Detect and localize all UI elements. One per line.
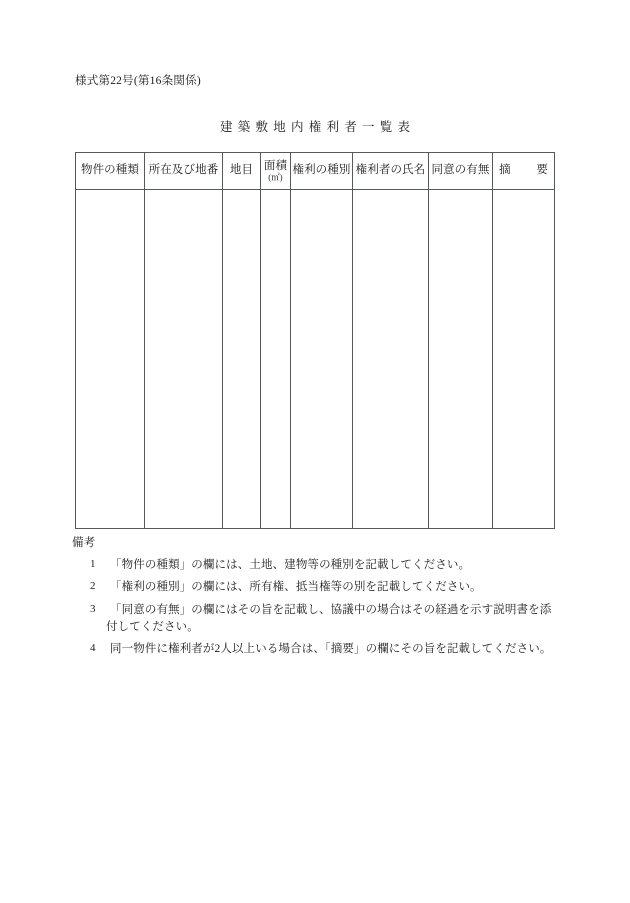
column-header-area: [261, 153, 291, 190]
column-header-label: 同意の有無: [431, 164, 490, 177]
cell-land-category[interactable]: [223, 190, 261, 529]
remarks-note-4: [72, 641, 592, 658]
column-header-unit: (㎡): [268, 171, 283, 182]
remarks-note-3: [72, 602, 592, 635]
column-header-right-holder-name: [353, 153, 429, 190]
cell-property-type[interactable]: [76, 190, 145, 529]
rights-holder-table: [75, 152, 555, 529]
remarks-heading: 備考: [72, 537, 96, 549]
remarks-note-2: [72, 579, 592, 596]
table-row: [76, 190, 555, 529]
cell-remarks[interactable]: [493, 190, 555, 529]
column-header-label: 地目: [229, 164, 254, 177]
note-continuation: 付してください。: [105, 620, 199, 633]
column-header-right-type: [291, 153, 353, 190]
column-header-label-first: 摘: [499, 164, 511, 177]
column-header-label-stack: [261, 160, 290, 182]
note-number: 4: [90, 642, 96, 655]
column-header-land-category: [223, 153, 261, 190]
cell-right-holder-name[interactable]: [353, 190, 429, 529]
column-header-label: 権利の種別: [292, 164, 351, 177]
table-header-row: [76, 153, 555, 190]
remarks-section: [72, 538, 592, 664]
note-number: 1: [90, 557, 96, 570]
cell-right-type[interactable]: [291, 190, 353, 529]
note-text: 「物件の種類」の欄には、土地、建物等の種別を記載してください。: [110, 558, 471, 571]
column-header-remarks: [493, 153, 555, 190]
note-number: 2: [90, 580, 96, 593]
column-header-label-second: 要: [536, 164, 548, 177]
cell-location-and-lot-number[interactable]: [145, 190, 223, 529]
note-number: 3: [90, 602, 96, 615]
remarks-note-1: [72, 557, 592, 574]
cell-area[interactable]: [261, 190, 291, 529]
column-header-label: 物件の種類: [80, 164, 140, 177]
column-header-label-split: [493, 164, 554, 178]
column-header-consent-status: [429, 153, 493, 190]
note-text: 「権利の種別」の欄には、所有権、抵当権等の別を記載してください。: [110, 581, 482, 594]
column-header-label: 所在及び地番: [148, 164, 219, 177]
rights-holder-table-wrapper: [75, 152, 554, 529]
note-text: 同一物件に権利者が2人以上いる場合は、「摘要」の欄にその旨を記載してください。: [110, 643, 552, 656]
column-header-label: 権利者の氏名: [355, 164, 426, 177]
column-header-property-type: [76, 153, 145, 190]
column-header-location-and-lot-number: [145, 153, 223, 190]
page-title: 建築敷地内権利者一覧表: [219, 120, 416, 134]
cell-consent-status[interactable]: [429, 190, 493, 529]
column-header-label: 面積: [263, 159, 288, 172]
note-text: 「同意の有無」の欄にはその旨を記載し、協議中の場合はその経過を示す説明書を添: [110, 603, 552, 616]
form-number: 様式第22号(第16条関係): [75, 75, 201, 87]
note-text-wrapper: [105, 602, 592, 635]
